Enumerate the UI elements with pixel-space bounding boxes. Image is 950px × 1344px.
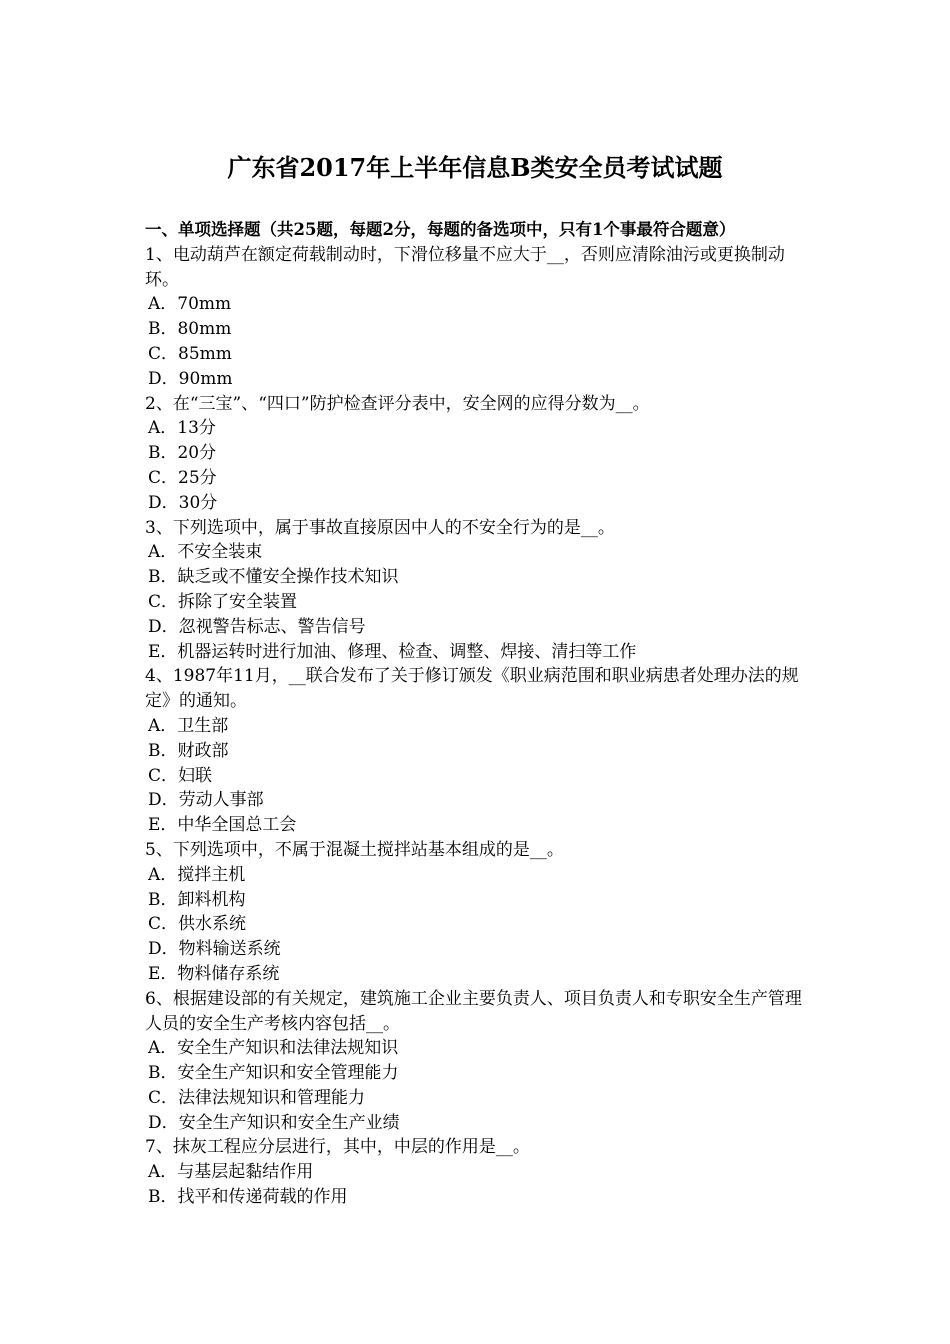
question-text: 6、根据建设部的有关规定，建筑施工企业主要负责人、项目负责人和专职安全生产管理人员的安全生产考核内容包括__。 — [145, 988, 802, 1034]
option: A．搅拌主机 — [148, 864, 246, 885]
question-text: 3、下列选项中，属于事故直接原因中人的不安全行为的是__。 — [145, 517, 615, 538]
question-block — [145, 838, 810, 987]
option: A．卫生部 — [148, 715, 229, 736]
question-block — [145, 243, 810, 392]
option: B．安全生产知识和安全管理能力 — [148, 1063, 399, 1084]
question-text: 4、1987年11月，__联合发布了关于修订颁发《职业病范围和职业病患者处理办法的规定》的通知。 — [145, 666, 799, 712]
question-text: 2、在“三宝”、“四口”防护检查评分表中，安全网的应得分数为__。 — [145, 393, 650, 414]
option: D．90mm — [148, 368, 233, 389]
option: E．机器运转时进行加油、修理、检查、调整、焊接、清扫等工作 — [148, 641, 637, 662]
option: A．安全生产知识和法律法规知识 — [148, 1038, 399, 1059]
question-text: 5、下列选项中，不属于混凝土搅拌站基本组成的是__。 — [145, 839, 564, 860]
option: B．找平和传递荷载的作用 — [148, 1187, 348, 1208]
option: C．25分 — [148, 467, 217, 488]
option: E．物料储存系统 — [148, 963, 280, 984]
document-title: 广东省2017年上半年信息B类安全员考试试题 — [227, 153, 723, 182]
option: C．法律法规知识和管理能力 — [148, 1087, 366, 1108]
option: D．劳动人事部 — [148, 790, 264, 811]
option: D．物料输送系统 — [148, 939, 281, 960]
option: C．供水系统 — [148, 914, 247, 935]
question-text: 7、抹灰工程应分层进行，其中，中层的作用是__。 — [145, 1137, 530, 1158]
option: A．13分 — [148, 418, 216, 439]
question-block — [145, 392, 810, 516]
option: A．与基层起黏结作用 — [148, 1162, 314, 1183]
option: B．80mm — [148, 319, 232, 340]
question-block — [145, 516, 810, 665]
option: A．不安全装束 — [148, 542, 263, 563]
option: B．财政部 — [148, 740, 229, 761]
option: B．卸料机构 — [148, 889, 246, 910]
option: E．中华全国总工会 — [148, 815, 297, 836]
option: C．拆除了安全装置 — [148, 591, 298, 612]
exam-content — [145, 218, 810, 1210]
question-block — [145, 987, 810, 1136]
option: D．30分 — [148, 492, 218, 513]
question-block — [145, 664, 810, 838]
option: D．安全生产知识和安全生产业绩 — [148, 1112, 400, 1133]
option: C．85mm — [148, 343, 232, 364]
option: A．70mm — [148, 294, 232, 315]
option: B．20分 — [148, 443, 217, 464]
question-text: 1、电动葫芦在额定荷载制动时，下滑位移量不应大于__，否则应清除油污或更换制动环。 — [145, 244, 785, 290]
question-block — [145, 1135, 810, 1209]
option: B．缺乏或不懂安全操作技术知识 — [148, 567, 399, 588]
option: C．妇联 — [148, 765, 213, 786]
option: D．忽视警告标志、警告信号 — [148, 616, 366, 637]
section-heading: 一、单项选择题（共25题，每题2分，每题的备选项中，只有1个事最符合题意） — [145, 220, 736, 239]
